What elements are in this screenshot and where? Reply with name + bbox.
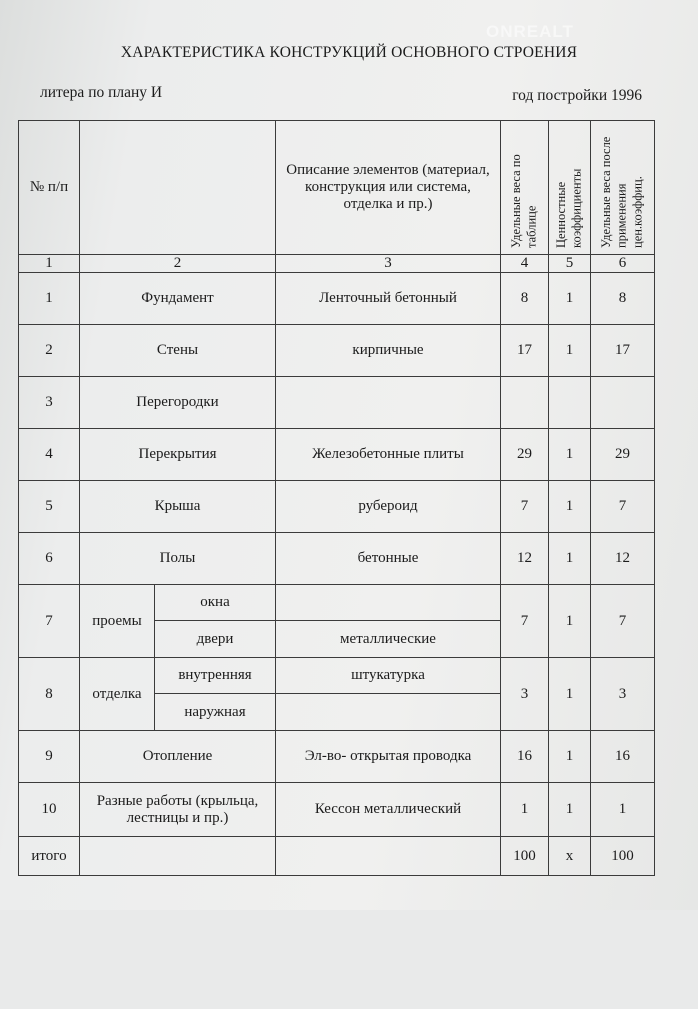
coefficient-value: 1 — [549, 658, 591, 731]
column-number: 1 — [19, 255, 80, 273]
element-name: Перегородки — [80, 377, 276, 429]
header-weight-after: Удельные веса после применения цен.коэффиц. — [591, 121, 655, 255]
weight-value: 7 — [501, 481, 549, 533]
element-description: штукатурка — [276, 658, 501, 694]
weight-after-value: 17 — [591, 325, 655, 377]
coefficient-value: 1 — [549, 533, 591, 585]
column-number: 4 — [501, 255, 549, 273]
weight-value: 17 — [501, 325, 549, 377]
row-number: 9 — [19, 731, 80, 783]
sub-element-name: внутренняя — [155, 658, 276, 694]
header-weight: Удельные веса по таблице — [501, 121, 549, 255]
total-weight-after: 100 — [591, 837, 655, 876]
column-number-row — [19, 255, 655, 273]
row-number: 8 — [19, 658, 80, 731]
element-description: металлические — [276, 621, 501, 658]
element-name: Разные работы (крыльца, лестницы и пр.) — [80, 783, 276, 837]
document-title: ХАРАКТЕРИСТИКА КОНСТРУКЦИЙ ОСНОВНОГО СТРОЕНИЯ — [120, 44, 578, 61]
row-number: 1 — [19, 273, 80, 325]
weight-after-value: 1 — [591, 783, 655, 837]
construction-year: год постройки 1996 — [512, 87, 642, 104]
total-coefficient: х — [549, 837, 591, 876]
element-description — [276, 377, 501, 429]
element-name: Перекрытия — [80, 429, 276, 481]
total-element — [80, 837, 276, 876]
weight-value: 3 — [501, 658, 549, 731]
table-row — [19, 429, 655, 481]
row-number: 4 — [19, 429, 80, 481]
coefficient-value: 1 — [549, 783, 591, 837]
sub-element-name: наружная — [155, 694, 276, 731]
liter-label: литера по плану И — [40, 84, 163, 101]
element-name: Крыша — [80, 481, 276, 533]
row-number: 7 — [19, 585, 80, 658]
element-description: рубероид — [276, 481, 501, 533]
element-description: Железобетонные плиты — [276, 429, 501, 481]
coefficient-value: 1 — [549, 429, 591, 481]
total-label: итого — [19, 837, 80, 876]
table-row — [19, 273, 655, 325]
total-weight: 100 — [501, 837, 549, 876]
weight-after-value: 16 — [591, 731, 655, 783]
row-number: 3 — [19, 377, 80, 429]
row-number: 6 — [19, 533, 80, 585]
weight-value: 16 — [501, 731, 549, 783]
column-number: 6 — [591, 255, 655, 273]
column-number: 5 — [549, 255, 591, 273]
element-name: проемы — [80, 585, 155, 658]
coefficient-value: 1 — [549, 731, 591, 783]
coefficient-value: 1 — [549, 325, 591, 377]
row-number: 5 — [19, 481, 80, 533]
weight-value — [501, 377, 549, 429]
element-description: кирпичные — [276, 325, 501, 377]
weight-after-value — [591, 377, 655, 429]
table-row — [19, 585, 655, 621]
sub-element-name: окна — [155, 585, 276, 621]
element-description: бетонные — [276, 533, 501, 585]
weight-after-value: 7 — [591, 585, 655, 658]
total-row — [19, 837, 655, 876]
total-description — [276, 837, 501, 876]
element-description — [276, 585, 501, 621]
table-row — [19, 533, 655, 585]
coefficient-value: 1 — [549, 481, 591, 533]
header-coefficient: Ценностные коэффициенты — [549, 121, 591, 255]
table-row — [19, 783, 655, 837]
element-name: Стены — [80, 325, 276, 377]
weight-after-value: 3 — [591, 658, 655, 731]
weight-after-value: 12 — [591, 533, 655, 585]
table-row — [19, 731, 655, 783]
coefficient-value: 1 — [549, 585, 591, 658]
element-name: Отопление — [80, 731, 276, 783]
coefficient-value: 1 — [549, 273, 591, 325]
weight-value: 7 — [501, 585, 549, 658]
table-row — [19, 481, 655, 533]
element-name: Полы — [80, 533, 276, 585]
row-number: 2 — [19, 325, 80, 377]
column-number: 3 — [276, 255, 501, 273]
element-description: Эл-во- открытая проводка — [276, 731, 501, 783]
header-num: № п/п — [19, 121, 80, 255]
row-number: 10 — [19, 783, 80, 837]
weight-after-value: 29 — [591, 429, 655, 481]
coefficient-value — [549, 377, 591, 429]
header-row — [19, 121, 655, 255]
table-row — [19, 325, 655, 377]
weight-after-value: 8 — [591, 273, 655, 325]
weight-value: 8 — [501, 273, 549, 325]
structures-table — [18, 120, 655, 876]
table-row — [19, 377, 655, 429]
weight-value: 12 — [501, 533, 549, 585]
header-element — [80, 121, 276, 255]
watermark: ONREALT — [486, 22, 574, 41]
weight-value: 29 — [501, 429, 549, 481]
table-row — [19, 658, 655, 694]
element-description — [276, 694, 501, 731]
column-number: 2 — [80, 255, 276, 273]
element-description: Кессон металлический — [276, 783, 501, 837]
element-name: отделка — [80, 658, 155, 731]
element-name: Фундамент — [80, 273, 276, 325]
sub-element-name: двери — [155, 621, 276, 658]
header-description: Описание элементов (материал, конструкция или система, отделка и пр.) — [276, 121, 501, 255]
weight-after-value: 7 — [591, 481, 655, 533]
element-description: Ленточный бетонный — [276, 273, 501, 325]
weight-value: 1 — [501, 783, 549, 837]
